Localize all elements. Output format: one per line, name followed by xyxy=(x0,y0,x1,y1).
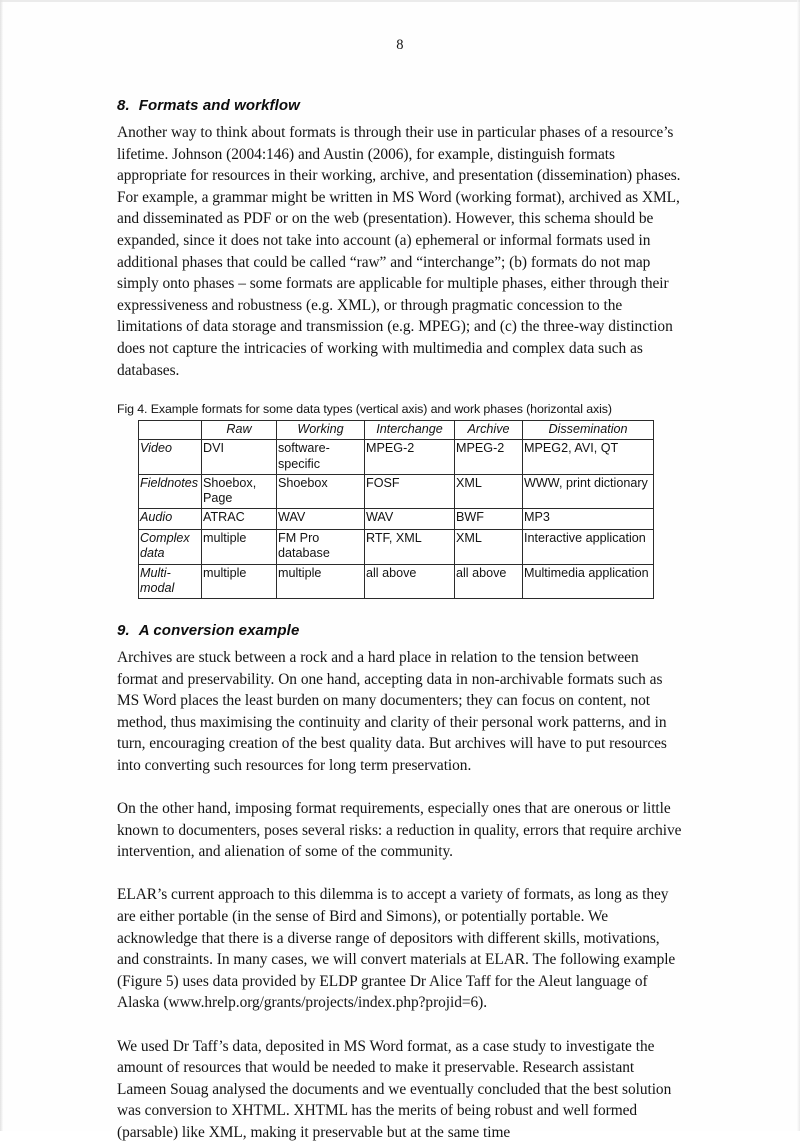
table-header-raw: Raw xyxy=(202,421,277,440)
heading-number: 8. xyxy=(117,97,130,114)
cell-fieldnotes-interchange: FOSF xyxy=(365,474,455,508)
page-edge-top xyxy=(0,0,800,2)
table-header-corner xyxy=(139,421,202,440)
cell-video-dissemination: MPEG2, AVI, QT xyxy=(523,440,654,474)
table-body xyxy=(139,440,654,599)
table-row xyxy=(139,564,654,598)
cell-video-working: software-specific xyxy=(277,440,365,474)
cell-fieldnotes-raw: Shoebox, Page xyxy=(202,474,277,508)
cell-fieldnotes-working: Shoebox xyxy=(277,474,365,508)
paragraph-format-requirements: On the other hand, imposing format requirements, especially ones that are onerous or little known to documenters, poses several risks: a reduction in quality, errors that require archive intervention, and alienation of some of the community. xyxy=(117,800,682,861)
cell-complex-raw: multiple xyxy=(202,530,277,564)
cell-multimodal-archive: all above xyxy=(455,564,523,598)
paragraph-elar-approach: ELAR’s current approach to this dilemma is to accept a variety of formats, as long as they are either portable (in the sense of Bird and Simons), or potentially portable. We acknowledge that there is a diverse range of depositors with different skills, motivations, and constraints. In many cases, we will convert materials at ELAR. The following example (Figure 5) uses data provided by ELDP grantee Dr Alice Taff for the Aleut language of Alaska (www.hrelp.org/grants/projects/index.php?projid=6). xyxy=(117,886,676,1012)
row-label-multi-modal: Multi-modal xyxy=(139,564,202,598)
cell-fieldnotes-archive: XML xyxy=(455,474,523,508)
cell-multimodal-interchange: all above xyxy=(365,564,455,598)
row-label-video: Video xyxy=(139,440,202,474)
paragraph-archives-tension: Archives are stuck between a rock and a hard place in relation to the tension between format and preservability. On one hand, accepting data in non-archivable formats such as MS Word places the least burden on many documenters; they can focus on content, not method, thus maximising the continuity and clarity of their personal work patterns, and in turn, encouraging creation of the best quality data. But archives will have to put resources into converting such resources for long term preservation. xyxy=(117,648,667,774)
table-row xyxy=(139,530,654,564)
figure-caption: Fig 4. Example formats for some data types (vertical axis) and work phases (horizontal axis) xyxy=(117,402,612,417)
heading-formats-and-workflow xyxy=(117,96,683,115)
table-header-interchange: Interchange xyxy=(365,421,455,440)
table-header xyxy=(139,421,654,440)
cell-multimodal-raw: multiple xyxy=(202,564,277,598)
heading-a-conversion-example xyxy=(117,621,683,640)
cell-audio-raw: ATRAC xyxy=(202,509,277,530)
table-header-working: Working xyxy=(277,421,365,440)
cell-multimodal-dissemination: Multimedia application xyxy=(523,564,654,598)
cell-complex-dissemination: Interactive application xyxy=(523,530,654,564)
spacer-after-table xyxy=(117,599,683,621)
cell-video-raw: DVI xyxy=(202,440,277,474)
row-label-fieldnotes: Fieldnotes xyxy=(139,474,202,508)
table-row xyxy=(139,440,654,474)
table-header-row xyxy=(139,421,654,440)
cell-audio-archive: BWF xyxy=(455,509,523,530)
table-row xyxy=(139,474,654,508)
heading-number: 9. xyxy=(117,621,130,639)
table-header-dissemination: Dissemination xyxy=(523,421,654,440)
cell-audio-interchange: WAV xyxy=(365,509,455,530)
cell-fieldnotes-dissemination: WWW, print dictionary xyxy=(523,474,654,508)
cell-complex-archive: XML xyxy=(455,530,523,564)
formats-table xyxy=(138,420,654,599)
paragraph-taff-case-study: We used Dr Taff’s data, deposited in MS Word format, as a case study to investigate the amount of resources that would be needed to make it preservable. Research assistant Lameen Souag analysed the documents and we eventually concluded that the best solution was conversion to XHTML. XHTML has the merits of being robust and well formed (parsable) like XML, making it preservable but at the same time xyxy=(117,1037,672,1142)
cell-audio-working: WAV xyxy=(277,509,365,530)
cell-audio-dissemination: MP3 xyxy=(523,509,654,530)
paragraph-formats-workflow: Another way to think about formats is through their use in particular phases of a resource’s lifetime. Johnson (2004:146) and Austin (2006), for example, distinguish formats appropriate for resources in their working, archive, and presentation (dissemination) phases. For example, a grammar might be written in MS Word (working format), archived as XML, and disseminated as PDF or on the web (presentation). However, this schema should be expanded, since it does not take into account (a) ephemeral or informal formats used in additional phases that could be called “raw” and “interchange”; (b) formats do not map simply onto phases – some formats are applicable for multiple phases, either through their expressiveness and robustness (e.g. XML), or through pragmatic concession to the limitations of data storage and transmission (e.g. MPEG); and (c) the three-way distinction does not capture the intricacies of working with multimedia and complex data such as databases. xyxy=(117,124,681,379)
heading-title: Formats and workflow xyxy=(138,97,300,114)
cell-video-archive: MPEG-2 xyxy=(455,440,523,474)
heading-title: A conversion example xyxy=(138,621,300,639)
table-header-archive: Archive xyxy=(455,421,523,440)
cell-complex-working: FM Pro database xyxy=(277,530,365,564)
row-label-audio: Audio xyxy=(139,509,202,530)
table-row xyxy=(139,509,654,530)
row-label-complex-data: Complex data xyxy=(139,530,202,564)
cell-video-interchange: MPEG-2 xyxy=(365,440,455,474)
cell-complex-interchange: RTF, XML xyxy=(365,530,455,564)
page-edge-left xyxy=(0,0,3,1131)
cell-multimodal-working: multiple xyxy=(277,564,365,598)
page-content xyxy=(117,36,683,1144)
spacer-before-figure xyxy=(117,381,683,401)
page-number: 8 xyxy=(396,37,404,53)
